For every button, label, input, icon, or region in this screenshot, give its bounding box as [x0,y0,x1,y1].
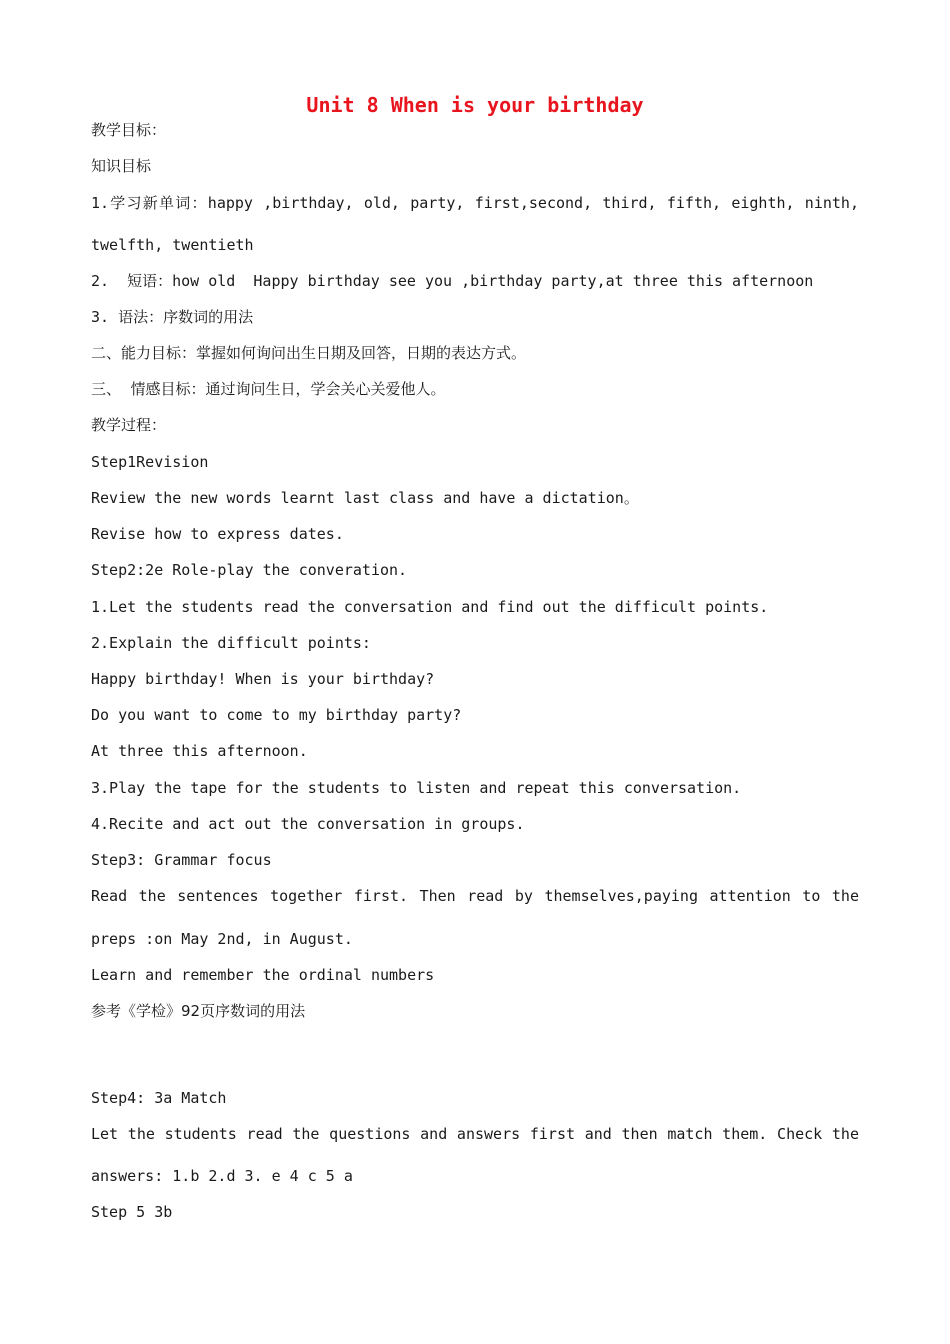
heading-knowledge-objectives: 知识目标 [91,157,152,175]
step2-item-2: 2.Explain the difficult points: [91,634,371,652]
step5-heading: Step 5 3b [91,1203,173,1221]
reference-line: 参考《学检》92页序数词的用法 [91,1002,306,1020]
new-words-line-continued: twelfth, twentieth [91,236,254,254]
step2-heading: Step2:2e Role-play the converation. [91,561,408,579]
step1-heading: Step1Revision [91,453,209,471]
step4-instruction: Let the students read the questions and answers first and then match them. Check the [91,1125,859,1143]
step4-answers: answers: 1.b 2.d 3. e 4 c 5 a [91,1167,353,1185]
review-line: Review the new words learnt last class and have a dictation。 [91,489,639,507]
step4-heading: Step4: 3a Match [91,1089,227,1107]
document-title: Unit 8 When is your birthday [306,93,644,117]
heading-teaching-objectives: 教学目标： [91,121,167,139]
example-sentence-2: Do you want to come to my birthday party? [91,706,462,724]
heading-teaching-process: 教学过程： [91,416,167,434]
step3-instruction-continued: preps :on May 2nd, in August. [91,930,353,948]
grammar-line: 3. 语法：序数词的用法 [91,308,254,326]
example-sentence-1: Happy birthday! When is your birthday? [91,670,435,688]
example-sentence-3: At three this afternoon. [91,742,308,760]
step2-item-1: 1.Let the students read the conversation and find out the difficult points. [91,598,769,616]
step3-heading: Step3: Grammar focus [91,851,272,869]
step2-item-3: 3.Play the tape for the students to listen and repeat this conversation. [91,779,742,797]
step2-item-4: 4.Recite and act out the conversation in groups. [91,815,525,833]
step3-instruction: Read the sentences together first. Then read by themselves,paying attention to the [91,887,859,905]
emotional-objectives-line: 三、 情感目标：通过询问生日，学会关心关爱他人。 [91,380,446,398]
revise-line: Revise how to express dates. [91,525,344,543]
ordinal-numbers-line: Learn and remember the ordinal numbers [91,966,435,984]
phrases-line: 2. 短语：how old Happy birthday see you ,birthday party,at three this afternoon [91,272,814,290]
ability-objectives-line: 二、能力目标：掌握如何询问出生日期及回答，日期的表达方式。 [91,344,527,362]
new-words-line: 1.学习新单词：happy ,birthday, old, party, first,second, third, fifth, eighth, ninth, [91,194,859,212]
